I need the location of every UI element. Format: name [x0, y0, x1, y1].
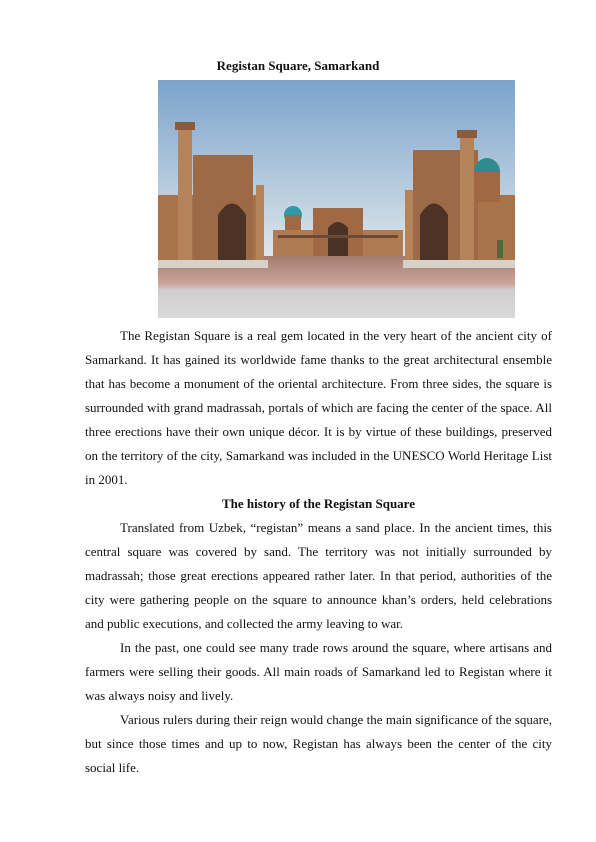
section-heading: The history of the Registan Square [222, 496, 415, 511]
history-paragraph-2: In the past, one could see many trade rows around the square, where artisans and farmers were selling their goods. All main roads of Samarkand led to Registan where it was always noisy and lively. [85, 640, 552, 703]
history-paragraph-3: Various rulers during their reign would change the main significance of the square, but since those times and up to now, Registan has always been the center of the city social life. [85, 712, 552, 775]
history-paragraph-1: Translated from Uzbek, “registan” means a sand place. In the ancient times, this central square was covered by sand. The territory was not initially surrounded by madrassah; those great erections appeared rather later. In that period, authorities of the city were gathering people on the square to announce khan’s orders, held celebrations and public executions, and collected the army leaving to war. [85, 520, 552, 631]
article-body [85, 324, 552, 780]
registan-photo [158, 80, 515, 318]
intro-paragraph: The Registan Square is a real gem located in the very heart of the ancient city of Samarkand. It has gained its worldwide fame thanks to the great architectural ensemble that has become a monument of the oriental architecture. From three sides, the square is surrounded with grand madrassah, portals of which are facing the center of the space. All three erections have their own unique décor. It is by virtue of these buildings, preserved on the territory of the city, Samarkand was included in the UNESCO World Heritage List in 2001. [85, 328, 552, 487]
page-title: Registan Square, Samarkand [216, 58, 380, 73]
